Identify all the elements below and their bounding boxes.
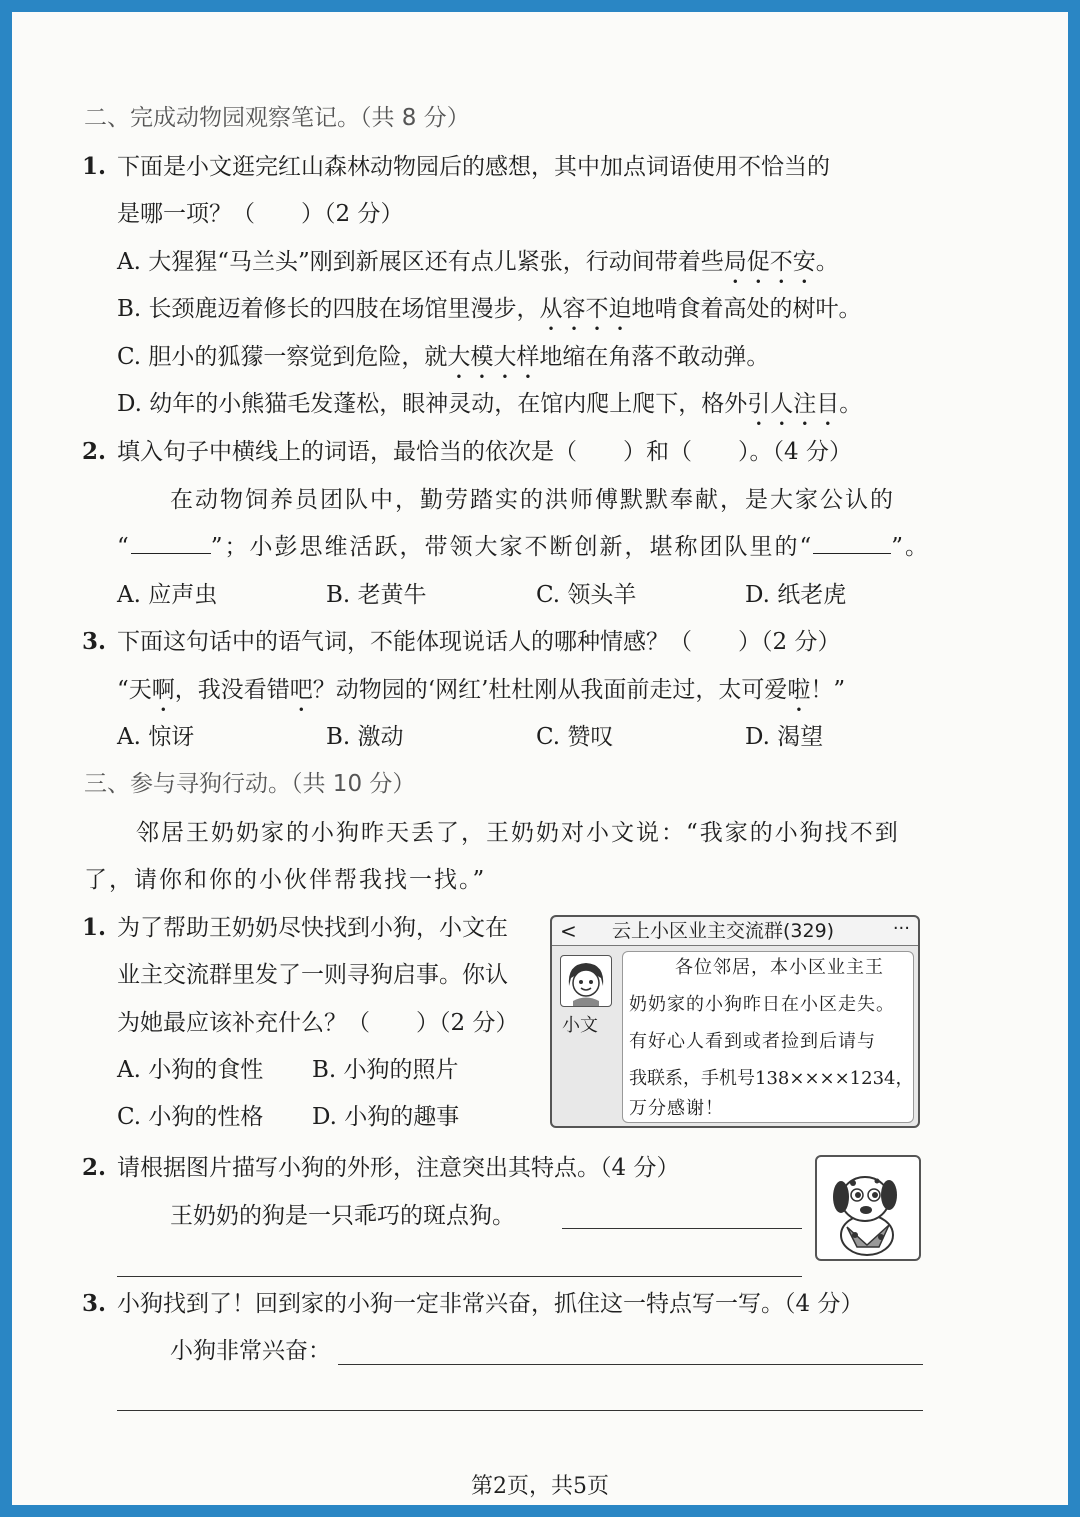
chat-message-bubble (622, 951, 914, 1123)
page-number: 第2页，共5页 (471, 1474, 609, 1499)
s2-q3-option-d: D. 渴望 (745, 724, 824, 750)
s2-q3-quote (117, 674, 845, 717)
message-line: 我联系，手机号138××××1234， (629, 1068, 914, 1089)
s2-q2-line1: 填入句子中横线上的词语，最恰当的依次是（ ）和（ ）。（4 分） (117, 439, 852, 465)
s2-q2-passage-line1: 在动物饲养员团队中，勤劳踏实的洪师傅默默奉献，是大家公认的 (170, 487, 895, 513)
s3-q1-option-c: C. 小狗的性格 (117, 1104, 264, 1130)
quote-part: ？动物园的‘网红’杜杜刚从我面前走过，太可爱 (312, 677, 788, 703)
s3-q1-line1: 为了帮助王奶奶尽快找到小狗，小文在 (117, 915, 508, 941)
s3-q2-starter: 王奶奶的狗是一只乖巧的斑点狗。 (170, 1203, 515, 1229)
option-c-text: C. 胆小的狐獴一察觉到危险，就 (117, 344, 448, 370)
quote-open: “ (117, 534, 131, 560)
writing-line[interactable] (117, 1410, 923, 1411)
s3-q2-line1: 请根据图片描写小狗的外形，注意突出其特点。（4 分） (117, 1155, 680, 1181)
girl-avatar-icon (560, 955, 612, 1007)
option-a-dotted-word: 局促不安 (723, 249, 816, 275)
writing-line[interactable] (562, 1228, 802, 1229)
option-a-text: A. 大猩猩“马兰头”刚到新展区还有点儿紧张，行动间带着些 (117, 249, 724, 275)
s2-q3-option-b: B. 激动 (326, 724, 404, 750)
s2-q1-line1: 下面是小文逛完红山森林动物园后的感想，其中加点词语使用不恰当的 (117, 154, 830, 180)
group-chat-screenshot (550, 915, 920, 1128)
s2-q3-option-c: C. 赞叹 (536, 724, 614, 750)
s2-q1-option-c (117, 341, 769, 384)
s3-q1-option-a: A. 小狗的食性 (117, 1057, 264, 1083)
dotted-particle: 啊 (151, 677, 175, 703)
answer-blank-1[interactable] (131, 531, 211, 554)
s3-intro-line2: 了，请你和你的小伙伴帮我找一找。” (84, 867, 487, 893)
section-3-title: 三、参与寻狗行动。（共 10 分） (84, 771, 416, 797)
s2-q3-line1: 下面这句话中的语气词，不能体现说话人的哪种情感？（ ）（2 分） (117, 629, 841, 655)
s3-q3-number: 3. (82, 1290, 107, 1317)
section-2-title: 二、完成动物园观察笔记。（共 8 分） (84, 105, 470, 131)
option-b-text: B. 长颈鹿迈着修长的四肢在场馆里漫步， (117, 296, 540, 322)
quote-part: “天 (117, 677, 152, 703)
s2-q3-option-a: A. 惊讶 (117, 724, 195, 750)
option-c-dotted-word: 大模大样 (447, 344, 540, 370)
chat-header (552, 917, 918, 946)
writing-line[interactable] (117, 1276, 802, 1277)
spotted-dog-picture (815, 1155, 921, 1261)
message-line: 有好心人看到或者捡到后请与 (629, 1031, 876, 1052)
writing-line[interactable] (338, 1364, 923, 1365)
chat-title: 云上小区业主交流群(329) (612, 920, 835, 942)
answer-blank-2[interactable] (813, 531, 891, 554)
s2-q1-option-b (117, 293, 862, 336)
option-d-end: 。 (839, 391, 863, 417)
back-arrow-icon[interactable]: < (560, 919, 577, 943)
s2-q2-option-c: C. 领头羊 (536, 582, 637, 608)
s3-q1-option-d: D. 小狗的趣事 (312, 1104, 460, 1130)
s2-q2-option-d: D. 纸老虎 (745, 582, 847, 608)
message-line: 各位邻居，本小区业主王 (675, 957, 884, 978)
quote-close: ”。 (891, 534, 931, 560)
s2-q3-number: 3. (82, 628, 107, 655)
s3-q1-option-b: B. 小狗的照片 (312, 1057, 459, 1083)
s2-q1-option-d (117, 388, 862, 431)
worksheet-page (12, 12, 1068, 1505)
s2-q1-number: 1. (82, 153, 107, 180)
s2-q2-option-a: A. 应声虫 (117, 582, 218, 608)
s3-q3-line1: 小狗找到了！回到家的小狗一定非常兴奋，抓住这一特点写一写。（4 分） (117, 1291, 864, 1317)
s3-intro-line1: 邻居王奶奶家的小狗昨天丢了，王奶奶对小文说：“我家的小狗找不到 (136, 820, 900, 846)
s2-q1-line2: 是哪一项？（ ）（2 分） (117, 201, 404, 227)
quote-part: ！” (810, 677, 846, 703)
s3-q1-line2: 业主交流群里发了一则寻狗启事。你认 (117, 962, 508, 988)
s2-q1-option-a (117, 246, 839, 289)
s3-q3-starter: 小狗非常兴奋： (170, 1338, 331, 1364)
sender-name: 小文 (562, 1015, 598, 1036)
message-line: 奶奶家的小狗昨日在小区走失。 (629, 994, 895, 1015)
quote-part: ，我没看错 (174, 677, 290, 703)
dotted-particle: 啦 (787, 677, 811, 703)
more-dots-icon[interactable]: ··· (892, 918, 910, 939)
option-a-end: 。 (815, 249, 839, 275)
s2-q2-passage-line2 (117, 531, 930, 563)
option-c-end: 地缩在角落不敢动弹。 (539, 344, 770, 370)
s3-q1-line3: 为她最应该补充什么？（ ）（2 分） (117, 1010, 519, 1036)
s2-q2-option-b: B. 老黄牛 (326, 582, 427, 608)
option-b-dotted-word: 从容不迫 (539, 296, 632, 322)
s2-q2-number: 2. (82, 438, 107, 465)
dotted-particle: 吧 (289, 677, 313, 703)
option-d-dotted-word: 引人注目 (747, 391, 840, 417)
s3-q2-number: 2. (82, 1154, 107, 1181)
option-b-end: 地啃食着高处的树叶。 (631, 296, 862, 322)
s3-q1-number: 1. (82, 914, 107, 941)
message-line: 万分感谢！ (629, 1098, 724, 1119)
passage-middle: ”；小彭思维活跃，带领大家不断创新，堪称团队里的“ (210, 534, 814, 560)
option-d-text: D. 幼年的小熊猫毛发蓬松，眼神灵动，在馆内爬上爬下，格外 (117, 391, 748, 417)
